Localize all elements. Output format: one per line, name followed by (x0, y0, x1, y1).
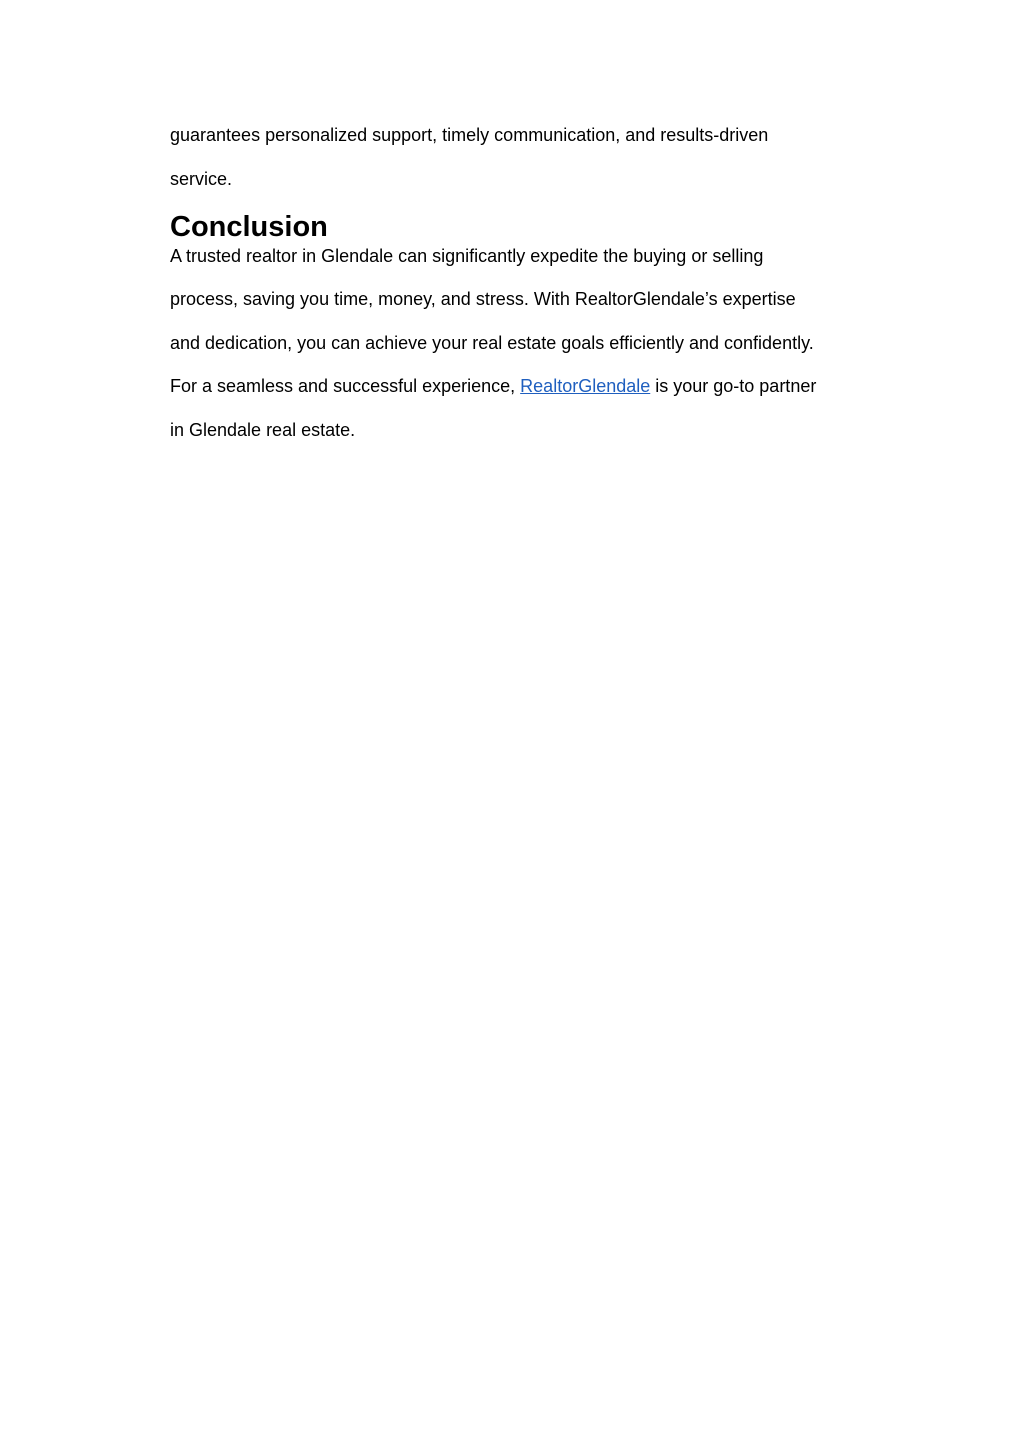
conclusion-line-2: process, saving you time, money, and stress. With RealtorGlendale’s expertise (170, 289, 796, 309)
conclusion-line-1: A trusted realtor in Glendale can significantly expedite the buying or selling (170, 246, 764, 266)
intro-line-1: guarantees personalized support, timely communication, and results-driven (170, 125, 769, 145)
conclusion-line-3: and dedication, you can achieve your real estate goals efficiently and confidently. (170, 333, 814, 353)
conclusion-line-4-text-after: is your go-to partner (650, 376, 817, 396)
realtorglendale-link[interactable]: RealtorGlendale (520, 376, 651, 396)
conclusion-line-4-text-before: For a seamless and successful experience, (170, 376, 521, 396)
conclusion-line-5: in Glendale real estate. (170, 420, 356, 440)
conclusion-line-4 (170, 375, 816, 397)
intro-line-2: service. (170, 169, 233, 189)
conclusion-heading: Conclusion (170, 211, 328, 243)
